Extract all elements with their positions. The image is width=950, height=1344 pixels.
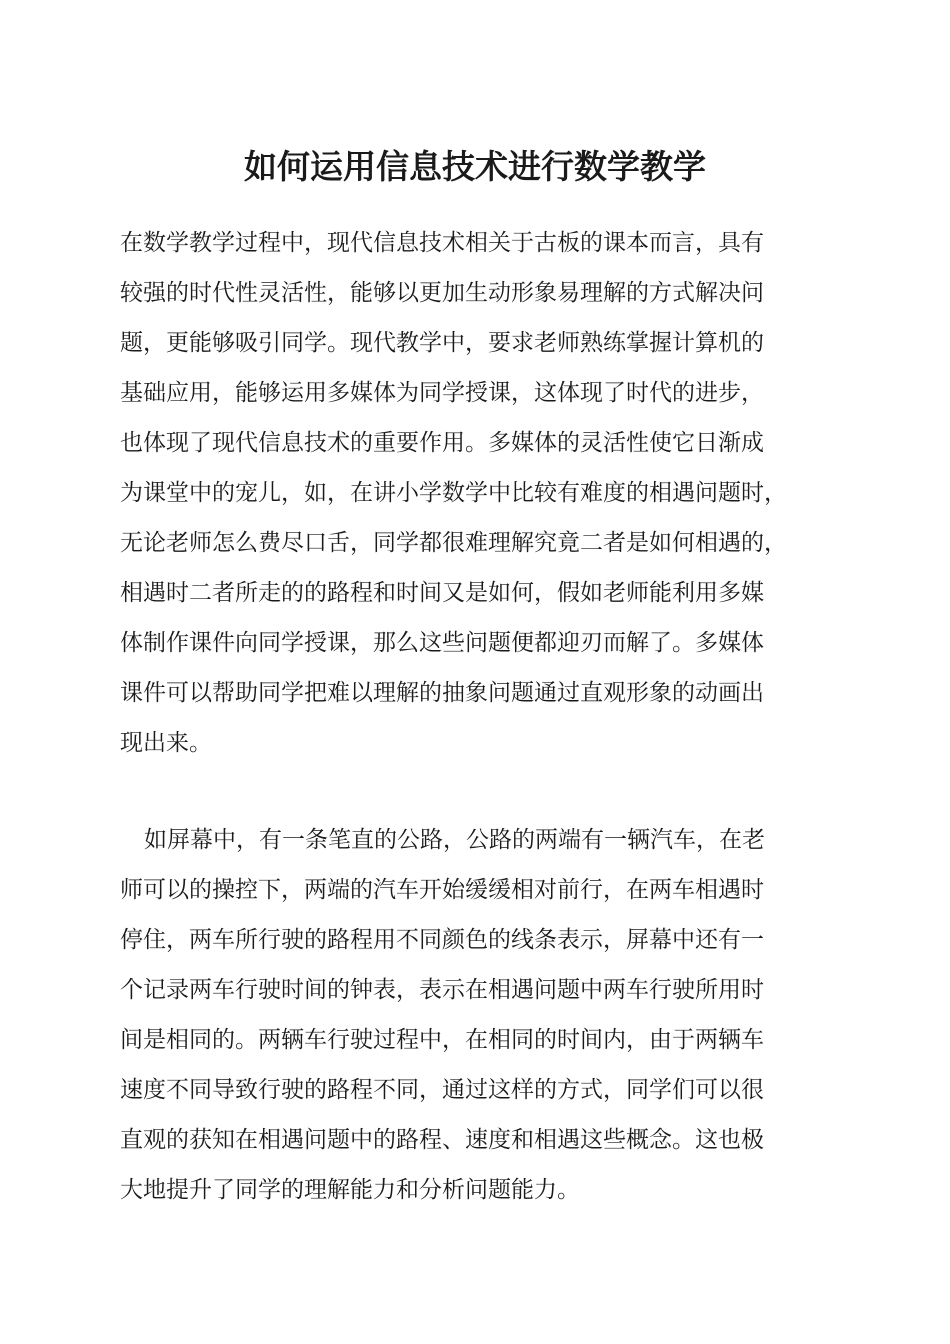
paragraph-line: 停住，两车所行驶的路程用不同颜色的线条表示，屏幕中还有一 [120,927,764,953]
paragraph-line: 直观的获知在相遇问题中的路程、速度和相遇这些概念。这也极 [120,1127,764,1153]
paragraph-line: 如屏幕中，有一条笔直的公路，公路的两端有一辆汽车，在老 [144,827,765,853]
paragraph-line: 基础应用，能够运用多媒体为同学授课，这体现了时代的进步， [120,380,764,406]
paragraph-line: 也体现了现代信息技术的重要作用。多媒体的灵活性使它日渐成 [120,430,764,456]
paragraph-line: 相遇时二者所走的的路程和时间又是如何，假如老师能利用多媒 [120,580,764,606]
paragraph-2 [120,815,835,1215]
paragraph-line: 间是相同的。两辆车行驶过程中，在相同的时间内，由于两辆车 [120,1027,764,1053]
paragraph-1 [120,218,835,768]
paragraph-line: 为课堂中的宠儿，如，在讲小学数学中比较有难度的相遇问题时， [120,480,787,506]
paragraph-line: 大地提升了同学的理解能力和分析问题能力。 [120,1177,580,1203]
paragraph-line: 在数学教学过程中，现代信息技术相关于古板的课本而言，具有 [120,230,764,256]
document-title: 如何运用信息技术进行数学教学 [244,147,706,186]
paragraph-line: 题，更能够吸引同学。现代教学中，要求老师熟练掌握计算机的 [120,330,764,356]
paragraph-line: 现出来。 [120,730,212,756]
paragraph-line: 个记录两车行驶时间的钟表，表示在相遇问题中两车行驶所用时 [120,977,764,1003]
paragraph-line: 课件可以帮助同学把难以理解的抽象问题通过直观形象的动画出 [120,680,764,706]
paragraph-line: 无论老师怎么费尽口舌，同学都很难理解究竟二者是如何相遇的， [120,530,787,556]
paragraph-line: 体制作课件向同学授课，那么这些问题便都迎刃而解了。多媒体 [120,630,764,656]
paragraph-line: 速度不同导致行驶的路程不同，通过这样的方式，同学们可以很 [120,1077,764,1103]
paragraph-line: 师可以的操控下，两端的汽车开始缓缓相对前行，在两车相遇时 [120,877,764,903]
paragraph-line: 较强的时代性灵活性，能够以更加生动形象易理解的方式解决问 [120,280,764,306]
